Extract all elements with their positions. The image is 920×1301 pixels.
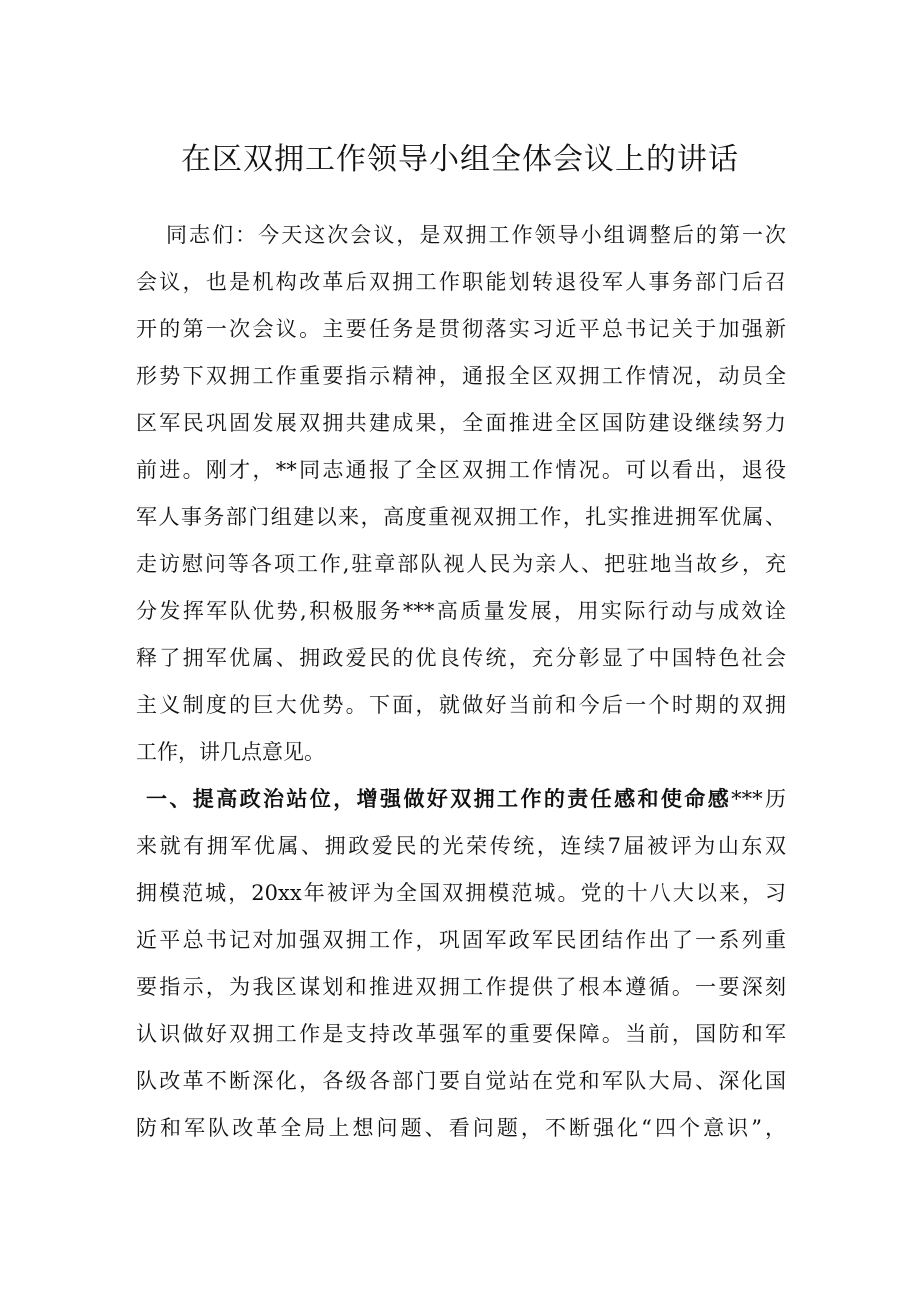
section-1-line-7: 防和军队改革全局上想问题、看问题，不断强化“四个意识”， [136, 1116, 786, 1140]
paragraph-1-line-5: 区军民巩固发展双拥共建成果，全面推进全区国防建设继续努力 [136, 411, 786, 435]
paragraph-1-line-8: 走访慰问等各项工作,驻章部队视人民为亲人、把驻地当故乡，充 [136, 552, 786, 576]
paragraph-1-line-12: 工作，讲几点意见。 [136, 740, 325, 764]
section-1-line-3: 近平总书记对加强双拥工作，巩固军政军民团结作出了一系列重 [136, 928, 786, 952]
paragraph-1-line-4: 形势下双拥工作重要指示精神，通报全区双拥工作情况，动员全 [136, 364, 786, 388]
paragraph-1-line-9: 分发挥军队优势,积极服务***高质量发展，用实际行动与成效诠 [136, 599, 786, 623]
paragraph-1-line-6: 前进。刚才，**同志通报了全区双拥工作情况。可以看出，退役 [136, 458, 786, 482]
section-1-heading: 一、提高政治站位，增强做好双拥工作的责任感和使命感 [146, 787, 732, 811]
paragraph-1-line-11: 主义制度的巨大优势。下面，就做好当前和今后一个时期的双拥 [136, 693, 786, 717]
paragraph-1-line-1: 同志们：今天这次会议，是双拥工作领导小组调整后的第一次 [166, 223, 786, 247]
paragraph-1-line-10: 释了拥军优属、拥政爱民的优良传统，充分彰显了中国特色社会 [136, 646, 786, 670]
section-1-line-6: 队改革不断深化，各级各部门要自觉站在党和军队大局、深化国 [136, 1069, 786, 1093]
section-1-line-2: 拥模范城，20xx年被评为全国双拥模范城。党的十八大以来，习 [136, 881, 786, 905]
section-1-line-1: 来就有拥军优属、拥政爱民的光荣传统，连续7届被评为山东双 [136, 834, 786, 858]
section-1-heading-line [146, 782, 786, 816]
section-1-line-4: 要指示，为我区谋划和推进双拥工作提供了根本遵循。一要深刻 [136, 975, 786, 999]
paragraph-1-line-2: 会议，也是机构改革后双拥工作职能划转退役军人事务部门后召 [136, 270, 786, 294]
paragraph-1-line-3: 开的第一次会议。主要任务是贯彻落实习近平总书记关于加强新 [136, 317, 786, 341]
document-title: 在区双拥工作领导小组全体会议上的讲话 [181, 142, 739, 177]
paragraph-1-line-7: 军人事务部门组建以来，高度重视双拥工作，扎实推进拥军优属、 [136, 505, 786, 529]
section-1-line-5: 认识做好双拥工作是支持改革强军的重要保障。当前，国防和军 [136, 1022, 786, 1046]
section-1-heading-tail: ***历 [731, 787, 786, 811]
